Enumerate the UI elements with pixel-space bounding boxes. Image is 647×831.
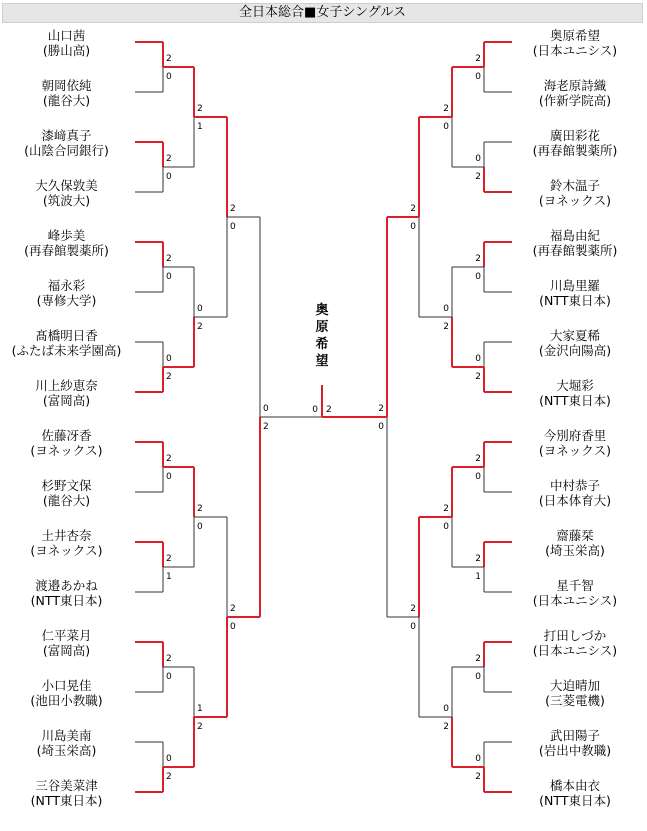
player-name: 土井杏奈 (41, 528, 92, 543)
match-score: 2 (443, 104, 449, 114)
match-score: 2 (166, 372, 172, 382)
match-score: 0 (166, 272, 172, 282)
player-name: 三谷美菜津 (35, 778, 98, 793)
match-score: 2 (475, 654, 481, 664)
match-score: 0 (197, 522, 203, 532)
player-name: 廣田彩花 (549, 128, 600, 143)
player-name: 仁平菜月 (41, 628, 92, 643)
player-team: (埼玉栄高) (36, 743, 97, 758)
match-score: 2 (166, 54, 172, 64)
player-team: (NTT東日本) (539, 393, 611, 408)
player-team: (日本ユニシス) (532, 593, 618, 608)
match-score: 0 (230, 622, 236, 632)
match-score: 2 (443, 322, 449, 332)
champion-char: 希 (315, 337, 329, 352)
match-score: 2 (443, 504, 449, 514)
player-team: (龍谷大) (42, 93, 91, 108)
match-score: 0 (475, 72, 481, 82)
match-score: 0 (443, 704, 449, 714)
player-name: 福島由紀 (549, 228, 600, 243)
match-score: 0 (475, 472, 481, 482)
champion-char: 望 (315, 354, 329, 369)
match-score: 0 (312, 405, 318, 415)
player-name: 大久保敦美 (35, 178, 98, 193)
match-score: 0 (230, 222, 236, 232)
player-team: (作新学院高) (538, 93, 612, 108)
player-name: 齋藤栞 (556, 528, 594, 543)
player-name: 朝岡依純 (41, 78, 92, 93)
match-score: 0 (410, 222, 416, 232)
player-name: 大家夏稀 (549, 328, 600, 343)
player-team: (筑波大) (42, 193, 91, 208)
player-team: (岩出中教職) (538, 743, 612, 758)
match-score: 2 (475, 554, 481, 564)
player-name: 海老原詩織 (543, 78, 607, 93)
player-name: 大堀彩 (556, 378, 594, 393)
player-team: (埼玉栄高) (545, 543, 605, 558)
tournament-title: 全日本総合■女子シングルス (2, 3, 643, 23)
player-name: 奥原希望 (549, 28, 600, 43)
player-team: (ヨネックス) (30, 543, 103, 558)
player-name: 星千智 (556, 578, 594, 593)
match-score: 0 (475, 354, 481, 364)
player-name: 鈴木温子 (549, 178, 600, 193)
match-score: 1 (197, 704, 203, 714)
player-name: 髙橋明日香 (35, 328, 98, 343)
match-score: 2 (166, 254, 172, 264)
match-score: 2 (443, 722, 449, 732)
match-score: 2 (166, 154, 172, 164)
match-score: 2 (475, 454, 481, 464)
player-team: (NTT東日本) (539, 793, 611, 808)
player-team: (勝山高) (42, 43, 91, 58)
match-score: 2 (475, 254, 481, 264)
player-name: 川上紗恵奈 (35, 378, 98, 393)
match-score: 2 (230, 204, 236, 214)
champion-char: 奥 (315, 303, 329, 318)
match-score: 2 (197, 504, 203, 514)
player-team: (再春館製薬所) (24, 243, 109, 258)
player-name: 漆﨑真子 (41, 128, 92, 143)
player-name: 大迫晴加 (549, 678, 600, 693)
match-score: 0 (475, 754, 481, 764)
player-team: (NTT東日本) (30, 793, 103, 808)
match-score: 0 (166, 754, 172, 764)
match-score: 2 (166, 554, 172, 564)
match-score: 0 (443, 122, 449, 132)
match-score: 0 (443, 522, 449, 532)
player-name: 川島美南 (41, 728, 92, 743)
player-team: (日本ユニシス) (532, 643, 618, 658)
champion-char: 原 (315, 320, 329, 335)
player-team: (専修大学) (36, 293, 97, 308)
match-score: 0 (197, 304, 203, 314)
match-score: 0 (263, 404, 269, 414)
match-score: 2 (378, 404, 384, 414)
match-score: 2 (410, 204, 416, 214)
match-score: 2 (475, 172, 481, 182)
match-score: 0 (378, 422, 384, 432)
match-score: 2 (230, 604, 236, 614)
match-score: 2 (166, 654, 172, 664)
player-name: 佐藤冴香 (41, 428, 92, 443)
player-team: (金沢向陽高) (538, 343, 612, 358)
match-score: 2 (475, 772, 481, 782)
player-team: (富岡高) (42, 393, 91, 408)
player-team: (再春館製薬所) (532, 143, 618, 158)
match-score: 0 (443, 304, 449, 314)
player-team: (ヨネックス) (538, 443, 612, 458)
player-team: (ヨネックス) (30, 443, 103, 458)
player-team: (ヨネックス) (538, 193, 612, 208)
match-score: 0 (166, 354, 172, 364)
player-name: 小口晃佳 (41, 678, 92, 693)
player-name: 武田陽子 (549, 728, 600, 743)
match-score: 2 (326, 405, 332, 415)
player-name: 福永彩 (47, 278, 86, 293)
player-name: 今別府香里 (543, 428, 607, 443)
match-score: 0 (166, 672, 172, 682)
player-team: (三菱電機) (545, 693, 605, 708)
player-team: (再春館製薬所) (532, 243, 618, 258)
match-score: 1 (166, 572, 172, 582)
match-score: 2 (197, 322, 203, 332)
player-team: (山陰合同銀行) (24, 143, 109, 158)
player-team: (龍谷大) (42, 493, 91, 508)
player-team: (ふたば未来学園高) (11, 343, 122, 358)
match-score: 2 (197, 104, 203, 114)
match-score: 1 (475, 572, 481, 582)
player-team: (NTT東日本) (539, 293, 611, 308)
player-name: 川島里羅 (549, 278, 600, 293)
player-name: 橋本由衣 (549, 778, 600, 793)
match-score: 0 (475, 272, 481, 282)
match-score: 0 (410, 622, 416, 632)
player-team: (日本ユニシス) (532, 43, 618, 58)
match-score: 2 (475, 372, 481, 382)
match-score: 2 (197, 722, 203, 732)
player-name: 渡邉あかね (35, 578, 98, 593)
player-name: 峰歩美 (47, 228, 86, 243)
player-name: 山口茜 (47, 28, 86, 43)
match-score: 0 (475, 672, 481, 682)
player-name: 打田しづか (543, 628, 607, 643)
player-team: (池田小教職) (30, 693, 103, 708)
match-score: 0 (166, 72, 172, 82)
match-score: 0 (166, 172, 172, 182)
match-score: 1 (197, 122, 203, 132)
player-team: (富岡高) (42, 643, 91, 658)
player-name: 杉野文保 (41, 478, 92, 493)
match-score: 2 (475, 54, 481, 64)
player-team: (NTT東日本) (30, 593, 103, 608)
match-score: 0 (166, 472, 172, 482)
match-score: 2 (166, 454, 172, 464)
player-team: (日本体育大) (538, 493, 612, 508)
match-score: 2 (263, 422, 269, 432)
match-score: 2 (166, 772, 172, 782)
match-score: 2 (410, 604, 416, 614)
player-name: 中村恭子 (549, 478, 600, 493)
match-score: 0 (475, 154, 481, 164)
